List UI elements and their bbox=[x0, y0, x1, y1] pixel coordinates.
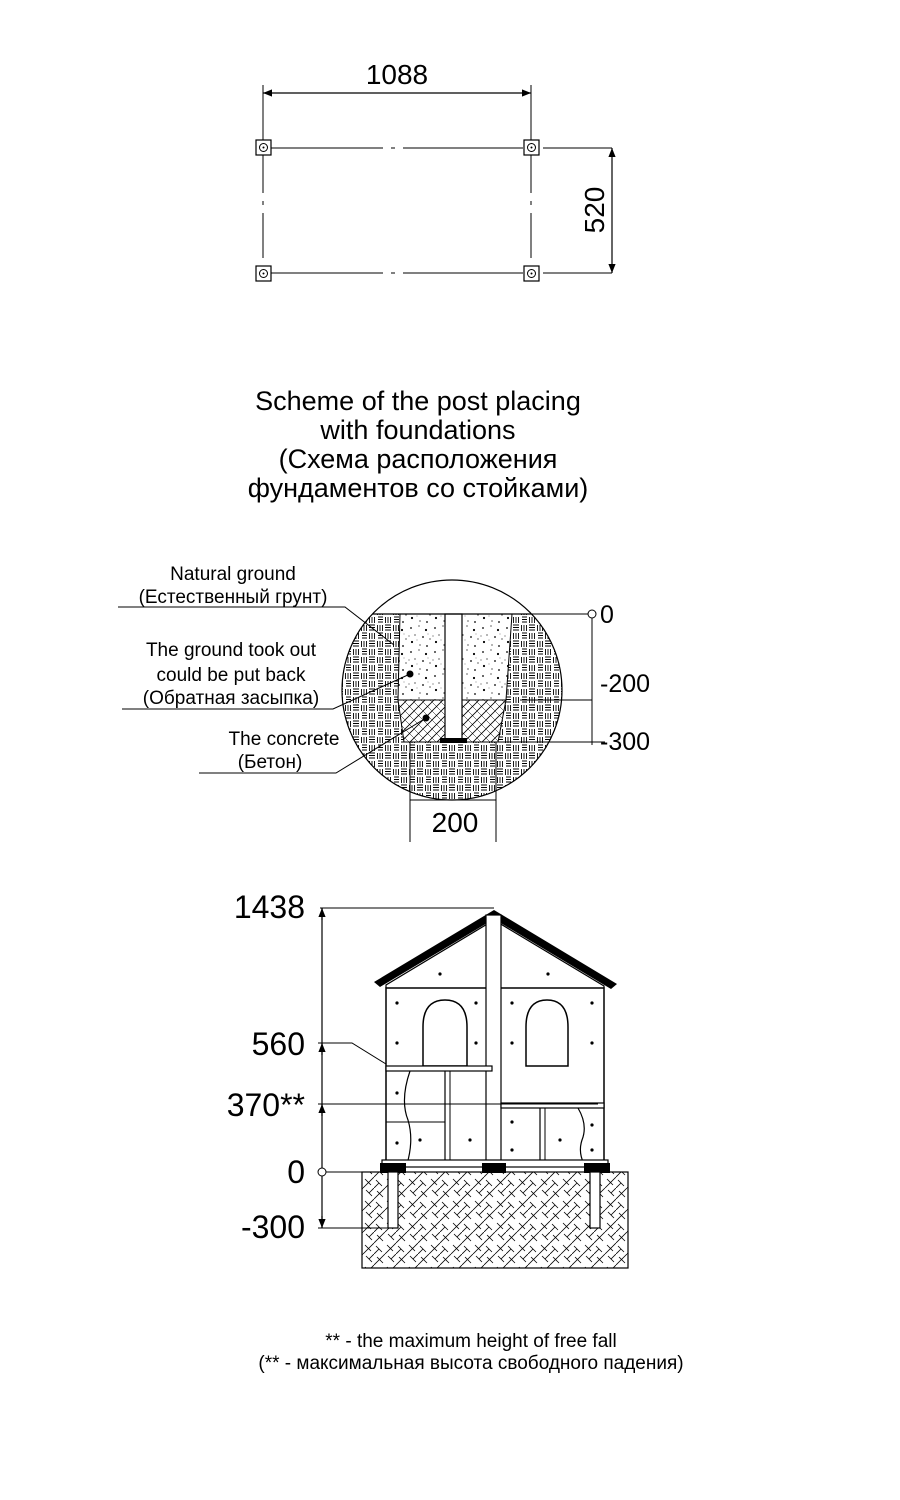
level-560: 560 bbox=[251, 1026, 305, 1062]
post-leg bbox=[590, 1172, 600, 1228]
level-0: 0 bbox=[600, 601, 614, 629]
post-marker bbox=[524, 140, 539, 155]
plan-depth-dimension: 520 bbox=[579, 186, 610, 234]
central-post bbox=[486, 915, 501, 1164]
post-section bbox=[445, 614, 462, 740]
platform-560 bbox=[386, 1066, 492, 1071]
title-line-3: (Схема расположения bbox=[278, 444, 558, 474]
footnote-line-1: ** - the maximum height of free fall bbox=[325, 1331, 617, 1352]
leader-dot-concrete bbox=[423, 715, 430, 722]
leader-dot-backfill bbox=[407, 671, 414, 678]
level-zero-marker bbox=[318, 1168, 326, 1176]
title-line-4: фундаментов со стойками) bbox=[247, 473, 589, 503]
post-plan bbox=[256, 59, 612, 281]
level-minus-200: -200 bbox=[600, 670, 651, 698]
label-natural-ground-ru: (Естественный грунт) bbox=[138, 587, 328, 608]
elevation-view bbox=[227, 889, 628, 1268]
post-marker bbox=[256, 140, 271, 155]
footnote bbox=[258, 1331, 683, 1374]
level-minus-300: -300 bbox=[600, 728, 651, 756]
ground-section bbox=[362, 1172, 628, 1268]
label-backfill-line-1: The ground took out bbox=[145, 640, 317, 661]
window-right bbox=[526, 1000, 568, 1066]
foundation-detail bbox=[118, 564, 650, 842]
label-backfill-line-2: could be put back bbox=[156, 665, 306, 686]
label-concrete-ru: (Бетон) bbox=[237, 752, 303, 773]
label-concrete: The concrete bbox=[228, 729, 340, 750]
level-minus-300: -300 bbox=[240, 1209, 305, 1245]
foundation-width-dimension: 200 bbox=[431, 807, 479, 838]
level-line-560 bbox=[318, 1043, 386, 1064]
window-left bbox=[423, 1000, 467, 1066]
label-backfill-ru: (Обратная засыпка) bbox=[142, 688, 320, 709]
post-marker bbox=[524, 266, 539, 281]
title-line-2: with foundations bbox=[320, 415, 516, 445]
level-zero-marker bbox=[588, 610, 596, 618]
level-0: 0 bbox=[287, 1154, 305, 1190]
level-370: 370** bbox=[226, 1087, 305, 1123]
label-natural-ground: Natural ground bbox=[170, 564, 296, 585]
plan-width-dimension: 1088 bbox=[365, 59, 429, 90]
post-leg bbox=[388, 1172, 398, 1228]
title-line-1: Scheme of the post placing bbox=[255, 386, 581, 416]
post-marker bbox=[256, 266, 271, 281]
base-foot bbox=[482, 1163, 506, 1173]
post-base-plate bbox=[440, 738, 467, 743]
footnote-line-2: (** - максимальная высота свободного падения) bbox=[258, 1353, 684, 1374]
scheme-title bbox=[248, 386, 589, 503]
level-1438: 1438 bbox=[233, 889, 305, 925]
